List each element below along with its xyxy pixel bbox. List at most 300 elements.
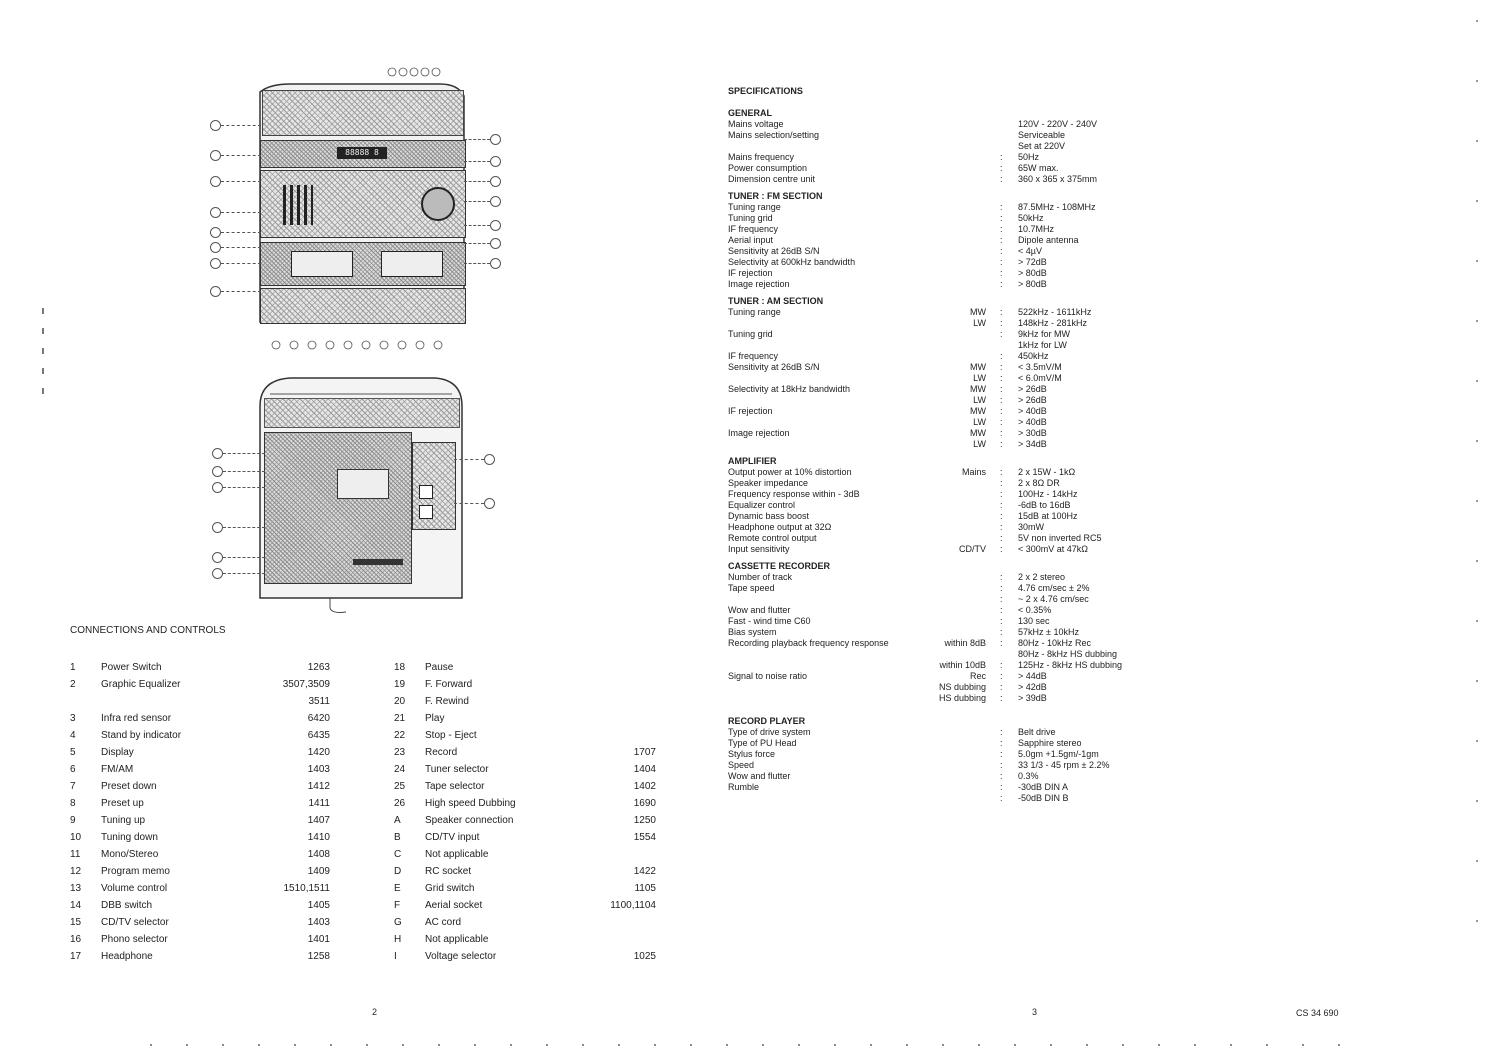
spec-qualifier: LW [973, 318, 986, 328]
connection-code: 1025 [633, 951, 656, 962]
spec-label: Number of track [728, 572, 793, 582]
connection-code: 1258 [307, 951, 330, 962]
rear-side-panel [412, 442, 456, 530]
connection-label: CD/TV input [425, 832, 480, 843]
callout-marker [490, 134, 501, 145]
spec-value: Dipole antenna [1018, 235, 1079, 245]
spec-value: > 44dB [1018, 671, 1047, 681]
connection-label: Record [425, 747, 458, 758]
spec-value: > 39dB [1018, 693, 1047, 703]
connection-number: G [394, 917, 402, 928]
spec-value: 33 1/3 - 45 rpm ± 2.2% [1018, 760, 1110, 770]
spec-value: 30mW [1018, 522, 1045, 532]
spec-label: Wow and flutter [728, 771, 791, 781]
rear-socket-strip [353, 559, 403, 565]
connection-number: 14 [70, 900, 82, 911]
scan-edge-marks [42, 308, 44, 398]
spec-value: > 40dB [1018, 417, 1047, 427]
connection-label: Tuner selector [425, 764, 489, 775]
volume-knob [421, 187, 455, 221]
spec-value: < 3.5mV/M [1018, 362, 1062, 372]
spec-value: ~ 2 x 4.76 cm/sec [1018, 594, 1089, 604]
connection-label: Headphone [101, 951, 153, 962]
spec-value: 522kHz - 1611kHz [1018, 307, 1092, 317]
specifications-title: SPECIFICATIONS [728, 86, 803, 96]
connection-label: CD/TV selector [101, 917, 169, 928]
callout-marker [484, 454, 495, 465]
connection-label: Program memo [101, 866, 170, 877]
spec-value: < 0.35% [1018, 605, 1052, 615]
connection-number: 10 [70, 832, 82, 843]
spec-colon: : [1000, 362, 1003, 372]
callout-marker [212, 448, 223, 459]
equalizer-panel [260, 170, 466, 238]
connection-code: 1263 [307, 662, 330, 673]
spec-label: Rumble [728, 782, 760, 792]
spec-label: Equalizer control [728, 500, 796, 510]
spec-label: IF rejection [728, 268, 773, 278]
connection-number: 26 [394, 798, 406, 809]
page-number-left: 2 [372, 1007, 378, 1017]
callout-marker [490, 196, 501, 207]
spec-label: Speaker impedance [728, 478, 809, 488]
connection-code: 1408 [307, 849, 330, 860]
leader-line [221, 155, 261, 156]
connection-number: 16 [70, 934, 82, 945]
connection-code: 1510,1511 [283, 883, 330, 894]
spec-label: Mains frequency [728, 152, 795, 162]
spec-colon: : [1000, 727, 1003, 737]
base-panel [260, 288, 466, 324]
callout-marker [210, 242, 221, 253]
spec-qualifier: MW [970, 406, 986, 416]
connection-code: 3507,3509 [282, 679, 330, 690]
spec-colon: : [1000, 351, 1003, 361]
connection-label: Speaker connection [425, 815, 514, 826]
spec-qualifier: LW [973, 373, 986, 383]
scan-bottom-dots [150, 1044, 1350, 1046]
leader-line [221, 263, 261, 264]
connection-number: 23 [394, 747, 406, 758]
spec-value: > 42dB [1018, 682, 1047, 692]
spec-value: > 34dB [1018, 439, 1047, 449]
connection-label: FM/AM [101, 764, 134, 775]
connection-number: 4 [70, 730, 76, 741]
spec-colon: : [1000, 213, 1003, 223]
spec-value: 4.76 cm/sec ± 2% [1018, 583, 1090, 593]
connection-label: Tuning down [101, 832, 158, 843]
spec-label: Mains voltage [728, 119, 784, 129]
connection-number: F [394, 900, 401, 911]
leader-line [464, 181, 490, 182]
spec-colon: : [1000, 329, 1003, 339]
connection-label: Mono/Stereo [101, 849, 159, 860]
connection-number: 17 [70, 951, 82, 962]
connection-number: 1 [70, 662, 76, 673]
connections-title: CONNECTIONS AND CONTROLS [70, 625, 226, 636]
connection-number: 25 [394, 781, 406, 792]
connection-number: 19 [394, 679, 406, 690]
spec-colon: : [1000, 572, 1003, 582]
spec-label: Image rejection [728, 428, 790, 438]
spec-colon: : [1000, 202, 1003, 212]
leader-line [223, 557, 265, 558]
connection-number: E [394, 883, 401, 894]
bottom-callout-row [270, 338, 450, 350]
rear-socket-b [419, 505, 433, 519]
spec-value: -50dB DIN B [1018, 793, 1069, 803]
spec-label: Selectivity at 600kHz bandwidth [728, 257, 856, 267]
equalizer-sliders [283, 185, 313, 225]
spec-qualifier: MW [970, 384, 986, 394]
spec-label: IF rejection [728, 406, 773, 416]
leader-line [464, 161, 490, 162]
bottom-callouts-svg [270, 339, 450, 351]
spec-label: Dimension centre unit [728, 174, 816, 184]
connection-code: 1412 [307, 781, 330, 792]
spec-colon: : [1000, 522, 1003, 532]
connection-code: 1100,1104 [610, 900, 656, 911]
connection-label: Stand by indicator [101, 730, 182, 741]
spec-value: 5.0gm +1.5gm/-1gm [1018, 749, 1099, 759]
spec-label: Bias system [728, 627, 777, 637]
spec-colon: : [1000, 771, 1003, 781]
spec-colon: : [1000, 671, 1003, 681]
connection-number: 5 [70, 747, 76, 758]
leader-line [464, 201, 490, 202]
spec-qualifier: Mains [961, 467, 986, 477]
leader-line [221, 181, 261, 182]
spec-label: Type of drive system [728, 727, 811, 737]
spec-value: Belt drive [1018, 727, 1056, 737]
connection-number: 24 [394, 764, 406, 775]
spec-label: Dynamic bass boost [728, 511, 810, 521]
connection-label: RC socket [425, 866, 472, 877]
cassette-door-left [291, 251, 353, 277]
spec-colon: : [1000, 439, 1003, 449]
cassette-panel [260, 242, 466, 286]
spec-colon: : [1000, 738, 1003, 748]
spec-value: 9kHz for MW [1018, 329, 1071, 339]
spec-value: > 72dB [1018, 257, 1047, 267]
spec-colon: : [1000, 749, 1003, 759]
spec-value: 2 x 15W - 1kΩ [1018, 467, 1076, 477]
connection-number: 7 [70, 781, 76, 792]
spec-colon: : [1000, 682, 1003, 692]
callout-marker [212, 568, 223, 579]
spec-value: < 300mV at 47kΩ [1018, 544, 1089, 554]
spec-qualifier: within 8dB [944, 638, 986, 648]
leader-line [221, 247, 261, 248]
connection-label: Power Switch [101, 662, 162, 673]
spec-label: Speed [728, 760, 755, 770]
connection-label: Tape selector [425, 781, 485, 792]
spec-colon: : [1000, 489, 1003, 499]
connection-code: 6435 [307, 730, 330, 741]
leader-line [223, 453, 265, 454]
connection-number: 6 [70, 764, 76, 775]
spec-qualifier: Rec [969, 671, 986, 681]
connection-label: Grid switch [425, 883, 475, 894]
connection-label: F. Forward [425, 679, 473, 690]
spec-section-heading: GENERAL [728, 108, 773, 118]
spec-value: Sapphire stereo [1018, 738, 1082, 748]
spec-qualifier: LW [973, 417, 986, 427]
spec-qualifier: CD/TV [959, 544, 986, 554]
spec-value: 15dB at 100Hz [1018, 511, 1078, 521]
callout-marker [490, 220, 501, 231]
connection-label: Preset down [101, 781, 157, 792]
connection-label: Display [101, 747, 134, 758]
spec-label: Wow and flutter [728, 605, 791, 615]
spec-label: Signal to noise ratio [728, 671, 808, 681]
rear-socket-a [419, 485, 433, 499]
connection-number: 3 [70, 713, 76, 724]
spec-colon: : [1000, 235, 1003, 245]
spec-value: > 26dB [1018, 384, 1047, 394]
spec-colon: : [1000, 627, 1003, 637]
connection-code: 1411 [308, 798, 330, 809]
front-view-drawing [200, 62, 510, 362]
spec-label: Output power at 10% distortion [728, 467, 852, 477]
spec-qualifier: HS dubbing [938, 693, 986, 703]
connection-code: 1407 [307, 815, 330, 826]
leader-line [464, 139, 490, 140]
leader-line [223, 573, 265, 574]
connection-code: 1409 [307, 866, 330, 877]
connection-number: 15 [70, 917, 82, 928]
connection-number: B [394, 832, 401, 843]
callout-marker [210, 227, 221, 238]
spec-value: 80Hz - 8kHz HS dubbing [1018, 649, 1118, 659]
spec-value: > 80dB [1018, 268, 1047, 278]
spec-colon: : [1000, 594, 1003, 604]
spec-label: Tuning range [728, 307, 781, 317]
connection-label: Stop - Eject [425, 730, 477, 741]
spec-value: > 40dB [1018, 406, 1047, 416]
spec-label: Selectivity at 18kHz bandwidth [728, 384, 851, 394]
connection-number: 20 [394, 696, 406, 707]
spec-value: 120V - 220V - 240V [1018, 119, 1098, 129]
spec-value: < 6.0mV/M [1018, 373, 1062, 383]
page-number-right: 3 [1032, 1007, 1038, 1017]
connection-label: DBB switch [101, 900, 153, 911]
spec-value: 130 sec [1018, 616, 1050, 626]
spec-label: Image rejection [728, 279, 790, 289]
spec-value: 100Hz - 14kHz [1018, 489, 1078, 499]
spec-colon: : [1000, 583, 1003, 593]
spec-section-heading: CASSETTE RECORDER [728, 561, 831, 571]
connection-label: Voltage selector [425, 951, 497, 962]
spec-qualifier: NS dubbing [938, 682, 986, 692]
connection-number: 8 [70, 798, 76, 809]
spec-colon: : [1000, 793, 1003, 803]
leader-line [223, 487, 265, 488]
connection-label: High speed Dubbing [425, 798, 516, 809]
spec-colon: : [1000, 318, 1003, 328]
spec-value: 50kHz [1018, 213, 1044, 223]
spec-colon: : [1000, 373, 1003, 383]
connection-code: 3511 [308, 696, 330, 707]
connection-number: 13 [70, 883, 82, 894]
spec-value: Serviceable [1018, 130, 1066, 140]
spec-label: Sensitivity at 26dB S/N [728, 362, 820, 372]
rear-label-box [337, 469, 389, 499]
spec-value: > 80dB [1018, 279, 1047, 289]
spec-colon: : [1000, 268, 1003, 278]
rear-panel [264, 432, 412, 584]
spec-label: Power consumption [728, 163, 808, 173]
connection-label: Tuning up [101, 815, 146, 826]
callout-marker [490, 156, 501, 167]
spec-label: Input sensitivity [728, 544, 790, 554]
leader-line [223, 471, 265, 472]
spec-value: 5V non inverted RC5 [1018, 533, 1102, 543]
spec-label: Stylus force [728, 749, 776, 759]
connection-number: 9 [70, 815, 76, 826]
connection-label: AC cord [425, 917, 462, 928]
connection-code: 1403 [307, 764, 330, 775]
spec-colon: : [1000, 307, 1003, 317]
spec-label: Aerial input [728, 235, 774, 245]
connection-label: Phono selector [101, 934, 168, 945]
leader-line [454, 459, 484, 460]
spec-value: 2 x 2 stereo [1018, 572, 1066, 582]
connection-label: Pause [425, 662, 454, 673]
connection-number: I [394, 951, 397, 962]
connection-code: 1410 [307, 832, 330, 843]
spec-colon: : [1000, 152, 1003, 162]
spec-value: -30dB DIN A [1018, 782, 1069, 792]
spec-label: Type of PU Head [728, 738, 797, 748]
callout-marker [210, 150, 221, 161]
spec-label: IF frequency [728, 224, 779, 234]
callout-marker [484, 498, 495, 509]
callout-marker [490, 258, 501, 269]
callout-marker [212, 522, 223, 533]
spec-colon: : [1000, 693, 1003, 703]
callout-marker [212, 552, 223, 563]
spec-colon: : [1000, 279, 1003, 289]
spec-value: 87.5MHz - 108MHz [1018, 202, 1096, 212]
spec-label: Tuning grid [728, 329, 773, 339]
connection-code: 1707 [633, 747, 656, 758]
spec-colon: : [1000, 760, 1003, 770]
spec-qualifier: MW [970, 307, 986, 317]
spec-value: 360 x 365 x 375mm [1018, 174, 1098, 184]
spec-label: IF frequency [728, 351, 779, 361]
spec-value: 0.3% [1018, 771, 1039, 781]
callout-marker [490, 176, 501, 187]
spec-section-heading: RECORD PLAYER [728, 716, 806, 726]
connection-number: D [394, 866, 402, 877]
connection-code: 1420 [307, 747, 330, 758]
spec-label: Tuning grid [728, 213, 773, 223]
callout-marker [210, 258, 221, 269]
spec-colon: : [1000, 395, 1003, 405]
spec-label: Recording playback frequency response [728, 638, 889, 648]
spec-label: Frequency response within - 3dB [728, 489, 860, 499]
spec-colon: : [1000, 511, 1003, 521]
leader-line [464, 225, 490, 226]
spec-value: 50Hz [1018, 152, 1040, 162]
connection-number: H [394, 934, 402, 945]
spec-colon: : [1000, 384, 1003, 394]
spec-qualifier: LW [973, 395, 986, 405]
spec-label: Sensitivity at 26dB S/N [728, 246, 820, 256]
spec-value: 148kHz - 281kHz [1018, 318, 1088, 328]
display-window: 88888 8 [337, 147, 387, 159]
callout-marker [212, 482, 223, 493]
connection-label: Not applicable [425, 849, 489, 860]
spec-value: < 4µV [1018, 246, 1042, 256]
leader-line [221, 212, 261, 213]
leader-line [221, 291, 261, 292]
callout-marker [210, 176, 221, 187]
connection-label: Graphic Equalizer [101, 679, 181, 690]
spec-colon: : [1000, 417, 1003, 427]
spec-colon: : [1000, 544, 1003, 554]
callout-marker [212, 466, 223, 477]
spec-section-heading: TUNER : AM SECTION [728, 296, 824, 306]
connection-code: 1405 [307, 900, 330, 911]
callout-marker [210, 207, 221, 218]
cassette-door-right [381, 251, 443, 277]
spec-label: Mains selection/setting [728, 130, 820, 140]
spec-qualifier: MW [970, 362, 986, 372]
connection-code: 1401 [307, 934, 330, 945]
connection-number: A [394, 815, 401, 826]
connection-code: 1403 [307, 917, 330, 928]
connection-code: 1404 [633, 764, 656, 775]
callout-marker [490, 238, 501, 249]
rear-view-drawing [200, 372, 510, 622]
spec-value: Set at 220V [1018, 141, 1066, 151]
spec-colon: : [1000, 224, 1003, 234]
connection-number: C [394, 849, 402, 860]
connection-code: 1690 [633, 798, 656, 809]
leader-line [464, 243, 490, 244]
deck-top [262, 90, 464, 136]
spec-colon: : [1000, 174, 1003, 184]
spec-colon: : [1000, 660, 1003, 670]
connection-label: F. Rewind [425, 696, 469, 707]
spec-label: Remote control output [728, 533, 817, 543]
leader-line [223, 527, 265, 528]
connection-code: 6420 [307, 713, 330, 724]
connection-code: 1105 [634, 883, 656, 894]
callout-marker [210, 120, 221, 131]
spec-value: 10.7MHz [1018, 224, 1055, 234]
spec-label: Tuning range [728, 202, 781, 212]
connection-code: 1554 [633, 832, 656, 843]
spec-colon: : [1000, 616, 1003, 626]
connection-number: 22 [394, 730, 406, 741]
document-code: CS 34 690 [1296, 1008, 1339, 1018]
display-panel [260, 140, 466, 168]
connection-code: 1402 [633, 781, 656, 792]
spec-section-heading: AMPLIFIER [728, 456, 777, 466]
spec-value: 65W max. [1018, 163, 1059, 173]
spec-qualifier: LW [973, 439, 986, 449]
spec-value: 125Hz - 8kHz HS dubbing [1018, 660, 1123, 670]
spec-value: > 30dB [1018, 428, 1047, 438]
spec-colon: : [1000, 500, 1003, 510]
spec-value: 1kHz for LW [1018, 340, 1067, 350]
spec-label: Headphone output at 32Ω [728, 522, 832, 532]
connection-code: 1422 [633, 866, 656, 877]
spec-colon: : [1000, 782, 1003, 792]
